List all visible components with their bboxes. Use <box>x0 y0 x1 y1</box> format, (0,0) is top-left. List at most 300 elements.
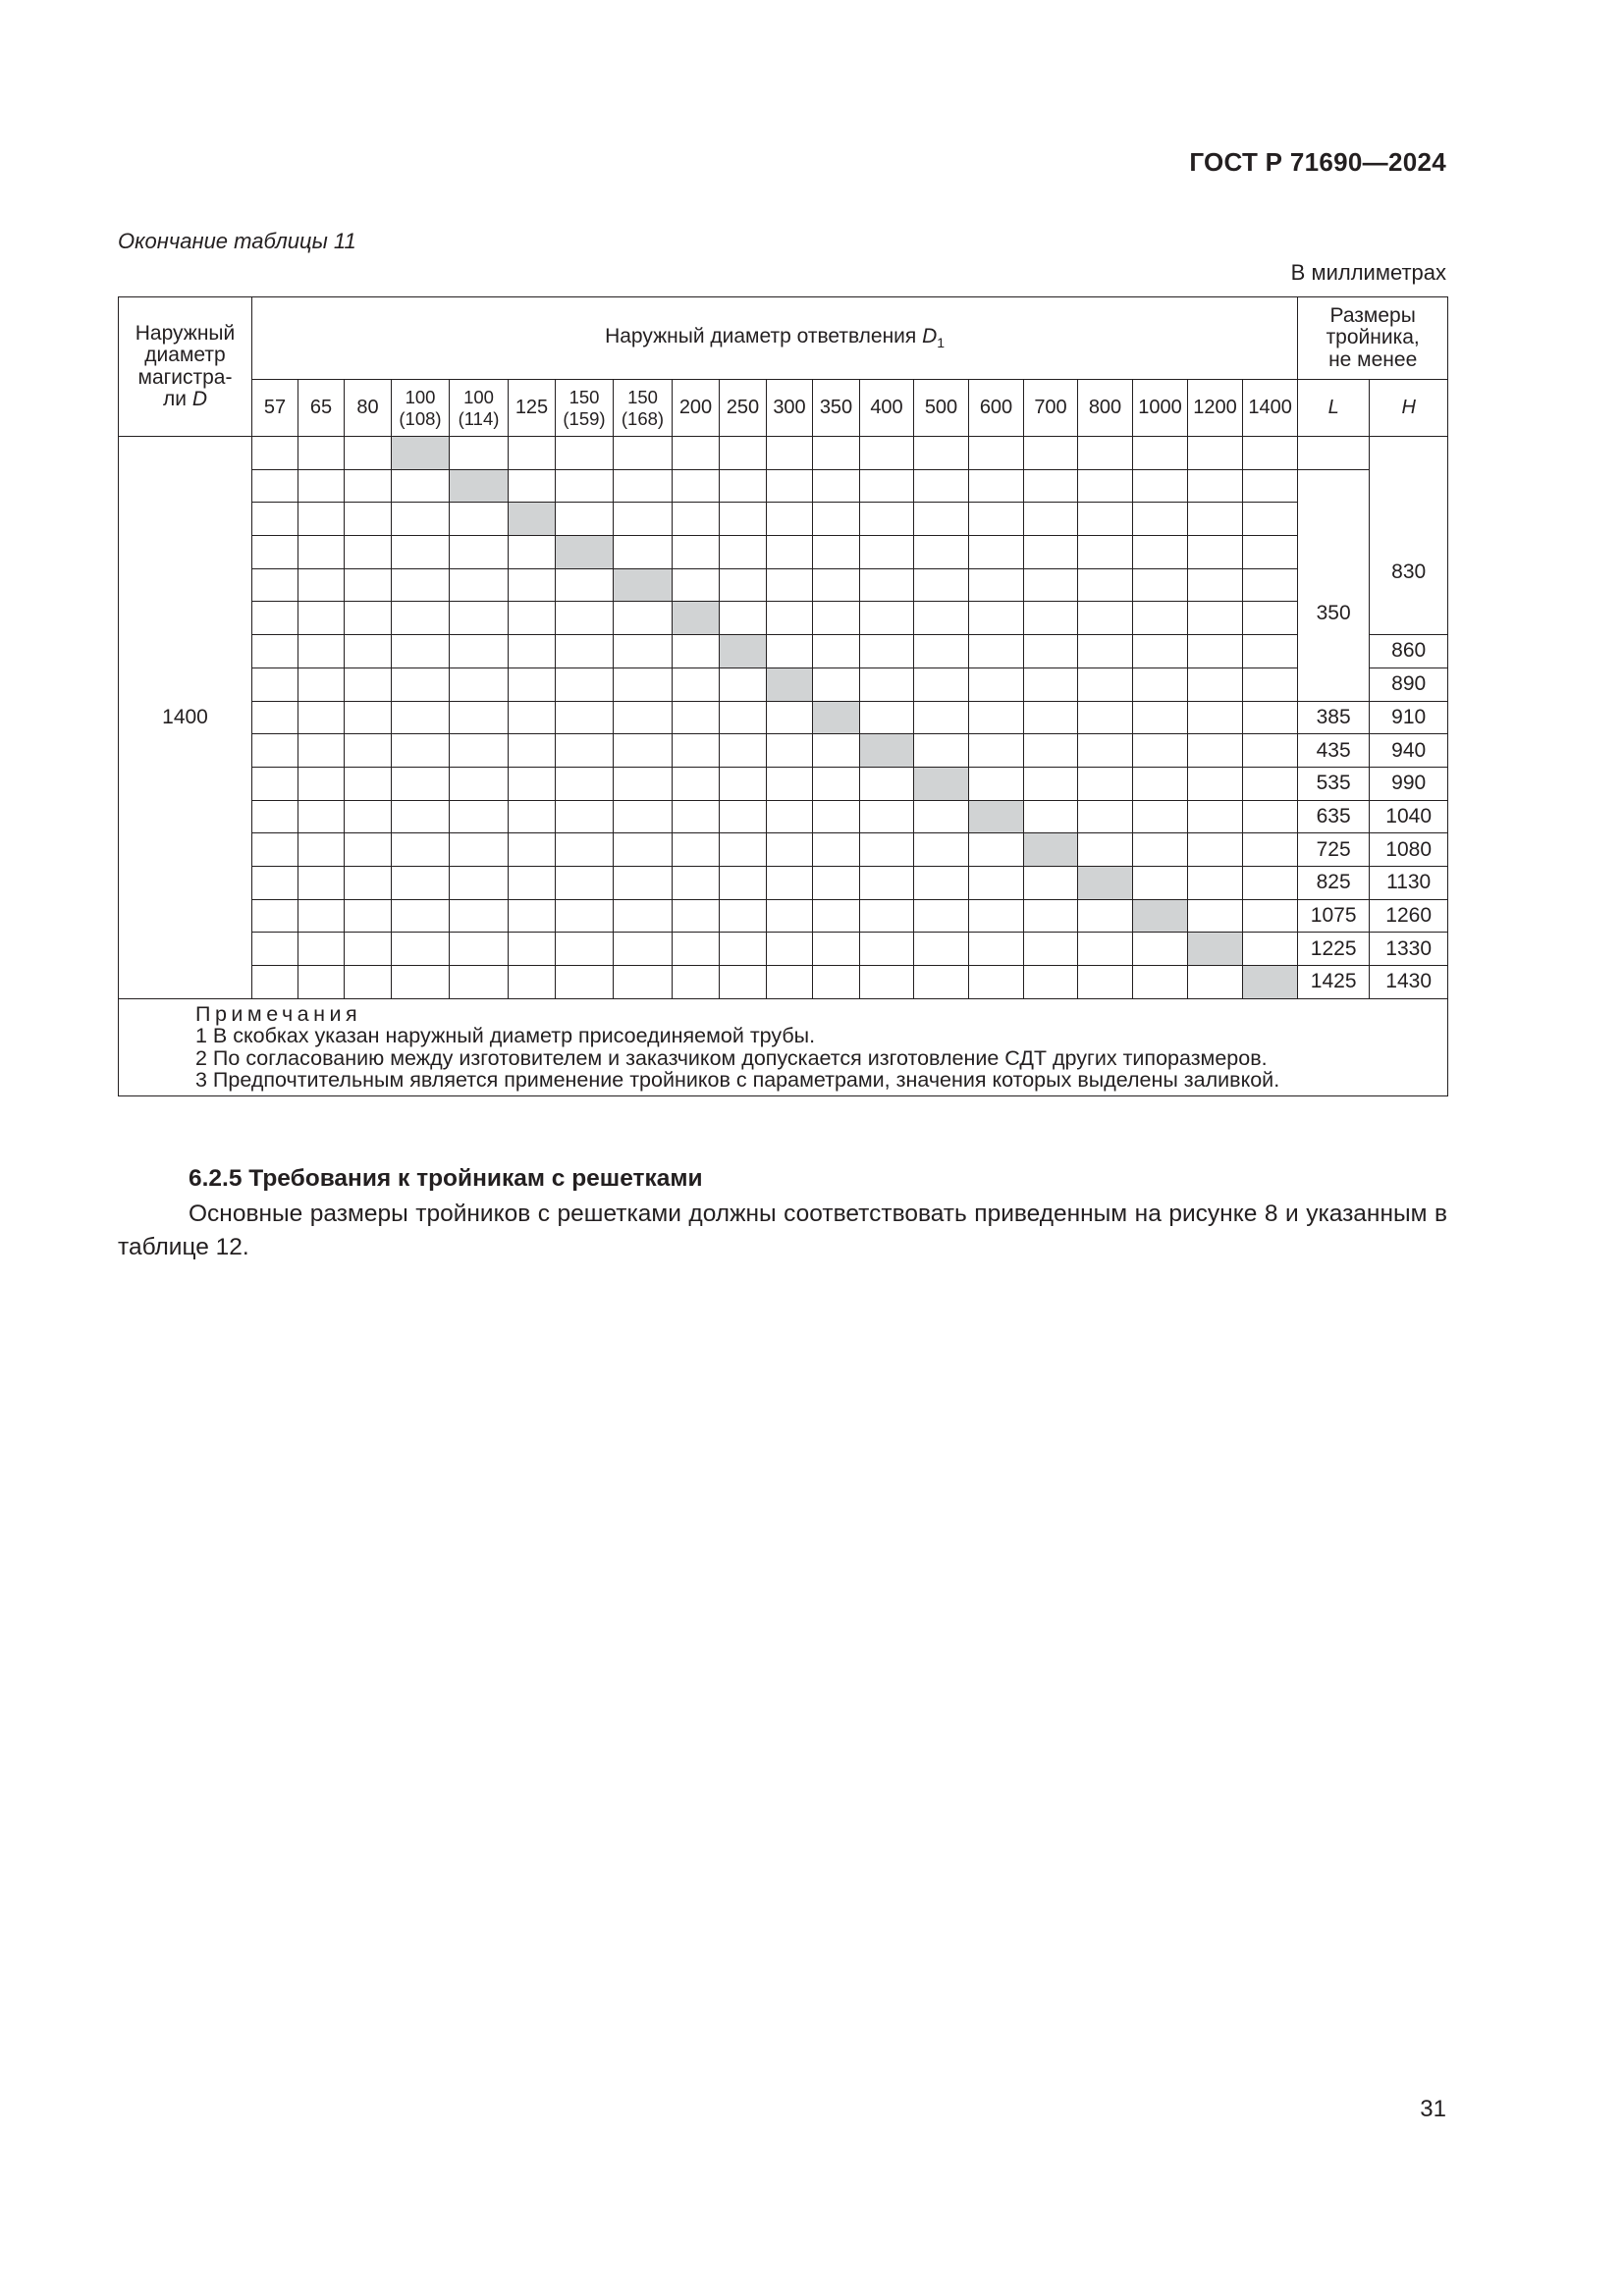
branch-diameter-header: 500 <box>914 380 969 437</box>
table-cell <box>392 800 450 833</box>
table-cell <box>1024 635 1078 668</box>
table-cell <box>1188 734 1243 768</box>
table-cell <box>673 536 720 569</box>
table-cell <box>1078 966 1133 999</box>
branch-diameter-header: 1000 <box>1133 380 1188 437</box>
table-cell <box>1133 833 1188 867</box>
table-cell <box>767 800 813 833</box>
table-cell <box>556 667 614 701</box>
preferred-cell <box>1024 833 1078 867</box>
table-cell <box>1243 536 1298 569</box>
table-cell <box>1078 568 1133 602</box>
table-row <box>119 602 1448 635</box>
table-cell <box>252 734 298 768</box>
preferred-cell <box>450 469 509 503</box>
branch-diameter-header: 1200 <box>1188 380 1243 437</box>
table-cell <box>509 933 556 966</box>
table-cell <box>556 800 614 833</box>
table-cell <box>914 833 969 867</box>
table-cell <box>345 734 392 768</box>
table-cell <box>392 833 450 867</box>
table-cell <box>914 602 969 635</box>
table-cell <box>298 503 345 536</box>
table-cell <box>767 833 813 867</box>
table-cell <box>1078 667 1133 701</box>
table-cell <box>614 800 673 833</box>
table-cell <box>298 734 345 768</box>
branch-diameter-header: 65 <box>298 380 345 437</box>
table-cell <box>392 701 450 734</box>
table-cell <box>1243 503 1298 536</box>
table-cell <box>392 734 450 768</box>
table-cell <box>252 701 298 734</box>
table-cell <box>914 536 969 569</box>
note-item: 2 По согласованию между изготовителем и заказчиком допускается изготовление СДТ других типоразмеров. <box>195 1045 1268 1070</box>
table-cell <box>720 568 767 602</box>
table-caption: Окончание таблицы 11 <box>118 229 356 253</box>
table-cell <box>1243 734 1298 768</box>
table-cell <box>1133 966 1188 999</box>
table-cell <box>813 602 860 635</box>
table-row <box>119 734 1448 768</box>
table-cell <box>1024 767 1078 800</box>
table-cell <box>450 701 509 734</box>
page-number: 31 <box>1420 2096 1446 2122</box>
H-value: 860 <box>1370 635 1448 668</box>
table-cell <box>969 701 1024 734</box>
preferred-cell <box>556 536 614 569</box>
table-cell <box>1078 469 1133 503</box>
section-body: Основные размеры тройников с решетками должны соответствовать приведенным на рисунке 8 и указанным в таблице 12. <box>118 1201 1447 1261</box>
table-cell <box>767 899 813 933</box>
table-cell <box>860 933 914 966</box>
table-cell <box>720 866 767 899</box>
table-cell <box>1078 899 1133 933</box>
table-row <box>119 635 1448 668</box>
table-cell <box>392 933 450 966</box>
branch-diameter-header: 700 <box>1024 380 1078 437</box>
table-cell <box>1188 469 1243 503</box>
table-cell <box>1243 602 1298 635</box>
H-value: 1080 <box>1370 833 1448 867</box>
table-cell <box>252 469 298 503</box>
table-cell <box>298 767 345 800</box>
table-cell <box>450 602 509 635</box>
table-cell <box>673 568 720 602</box>
table-cell <box>1024 866 1078 899</box>
table-row <box>119 568 1448 602</box>
table-cell <box>252 833 298 867</box>
table-cell <box>392 568 450 602</box>
table-cell <box>556 568 614 602</box>
branch-diameter-header: 250 <box>720 380 767 437</box>
table-cell <box>1078 602 1133 635</box>
table-cell <box>252 866 298 899</box>
table-cell <box>1024 503 1078 536</box>
table-cell <box>767 933 813 966</box>
table-cell <box>720 701 767 734</box>
table-cell <box>1188 667 1243 701</box>
table-cell <box>509 966 556 999</box>
table-cell <box>252 536 298 569</box>
table-cell <box>673 437 720 470</box>
preferred-cell <box>813 701 860 734</box>
table-cell <box>450 734 509 768</box>
table-cell <box>860 800 914 833</box>
table-cell <box>969 833 1024 867</box>
table-cell <box>1024 568 1078 602</box>
table-cell <box>860 767 914 800</box>
table-cell <box>509 767 556 800</box>
table-cell <box>914 503 969 536</box>
table-cell <box>556 635 614 668</box>
table-cell <box>614 966 673 999</box>
table-cell <box>673 767 720 800</box>
table-cell <box>1188 701 1243 734</box>
table-row <box>119 767 1448 800</box>
table-cell <box>1024 899 1078 933</box>
table-cell <box>860 899 914 933</box>
table-cell <box>969 536 1024 569</box>
table-cell <box>252 635 298 668</box>
table-cell <box>767 866 813 899</box>
table-cell <box>914 933 969 966</box>
table-cell <box>1024 701 1078 734</box>
table-cell <box>969 602 1024 635</box>
table-cell <box>556 469 614 503</box>
table-cell <box>1243 866 1298 899</box>
table-cell <box>1243 437 1298 470</box>
table-cell <box>813 866 860 899</box>
L-value: 825 <box>1298 866 1370 899</box>
branch-diameter-header: 800 <box>1078 380 1133 437</box>
table-cell <box>1133 635 1188 668</box>
table-cell <box>1024 800 1078 833</box>
H-value: 990 <box>1370 767 1448 800</box>
table-cell <box>1133 667 1188 701</box>
table-cell <box>392 767 450 800</box>
table-cell <box>720 800 767 833</box>
table-cell <box>345 667 392 701</box>
table-cell <box>860 602 914 635</box>
table-cell <box>1024 734 1078 768</box>
table-cell <box>1133 602 1188 635</box>
table-cell <box>720 437 767 470</box>
table-cell <box>298 635 345 668</box>
table-cell <box>969 933 1024 966</box>
table-cell <box>813 536 860 569</box>
L-value: 350 <box>1298 469 1370 701</box>
table-cell <box>767 966 813 999</box>
table-cell <box>345 767 392 800</box>
table-cell <box>969 899 1024 933</box>
table-cell <box>969 503 1024 536</box>
table-cell <box>1024 437 1078 470</box>
preferred-cell <box>969 800 1024 833</box>
branch-diameter-header: 100 (114) <box>450 380 509 437</box>
table-cell <box>1188 602 1243 635</box>
preferred-cell <box>509 503 556 536</box>
table-cell <box>298 966 345 999</box>
table-cell <box>509 734 556 768</box>
table-cell <box>673 469 720 503</box>
table-cell <box>969 767 1024 800</box>
table-cell <box>509 602 556 635</box>
table-cell <box>1024 536 1078 569</box>
table-cell <box>813 568 860 602</box>
table-cell <box>345 437 392 470</box>
table-cell <box>673 933 720 966</box>
table-cell <box>860 701 914 734</box>
preferred-cell <box>1133 899 1188 933</box>
H-value: 910 <box>1370 701 1448 734</box>
table-row <box>119 503 1448 536</box>
table-cell <box>673 966 720 999</box>
preferred-cell <box>673 602 720 635</box>
table-cell <box>1133 469 1188 503</box>
branch-diameter-header: 200 <box>673 380 720 437</box>
table-cell <box>1188 536 1243 569</box>
table-cell <box>556 966 614 999</box>
table-cell <box>813 469 860 503</box>
table-cell <box>392 866 450 899</box>
notes-row <box>119 998 1448 1095</box>
table-cell <box>860 833 914 867</box>
table-cell <box>1078 536 1133 569</box>
table-cell <box>252 437 298 470</box>
table-cell <box>450 933 509 966</box>
table-cell <box>813 667 860 701</box>
table-cell <box>1188 767 1243 800</box>
table-cell <box>860 866 914 899</box>
table-cell <box>767 767 813 800</box>
table-cell <box>1078 701 1133 734</box>
table-cell <box>767 701 813 734</box>
table-cell <box>673 833 720 867</box>
table-cell <box>252 933 298 966</box>
table-cell <box>720 767 767 800</box>
table-cell <box>1078 767 1133 800</box>
table-cell <box>509 536 556 569</box>
table-cell <box>1078 503 1133 536</box>
table-cell <box>813 899 860 933</box>
table-cell <box>392 966 450 999</box>
table-cell <box>969 734 1024 768</box>
table-cell <box>1188 568 1243 602</box>
H-value: 890 <box>1370 667 1448 701</box>
table-cell <box>1133 701 1188 734</box>
table-cell <box>556 602 614 635</box>
L-value: 535 <box>1298 767 1370 800</box>
table-cell <box>969 568 1024 602</box>
table-cell <box>720 734 767 768</box>
table-cell <box>673 734 720 768</box>
table-row <box>119 800 1448 833</box>
table-cell <box>969 966 1024 999</box>
branch-diameter-header: 80 <box>345 380 392 437</box>
table-row <box>119 833 1448 867</box>
table-row <box>119 866 1448 899</box>
table-row <box>119 437 1448 470</box>
table-row <box>119 966 1448 999</box>
table-cell <box>1024 469 1078 503</box>
table-cell <box>673 701 720 734</box>
table-cell <box>1024 966 1078 999</box>
preferred-cell <box>614 568 673 602</box>
table-cell <box>860 667 914 701</box>
table-row <box>119 933 1448 966</box>
table-cell <box>1188 833 1243 867</box>
table-cell <box>1024 602 1078 635</box>
table-cell <box>767 568 813 602</box>
table-cell <box>509 469 556 503</box>
table-cell <box>392 602 450 635</box>
table-cell <box>450 966 509 999</box>
table-cell <box>1078 800 1133 833</box>
table-cell <box>969 667 1024 701</box>
branch-diameter-header: 57 <box>252 380 298 437</box>
table-cell <box>1133 800 1188 833</box>
table-cell <box>614 536 673 569</box>
table-cell <box>392 667 450 701</box>
table-cell <box>720 602 767 635</box>
table-cell <box>914 866 969 899</box>
L-value: 1225 <box>1298 933 1370 966</box>
header-tee-sizes: Размеры тройника, не менее <box>1298 297 1448 380</box>
table-cell <box>614 701 673 734</box>
table-cell <box>252 767 298 800</box>
table-cell <box>614 734 673 768</box>
table-cell <box>813 767 860 800</box>
table-cell <box>556 437 614 470</box>
table-row <box>119 536 1448 569</box>
table-cell <box>614 833 673 867</box>
table-cell <box>298 866 345 899</box>
table-cell <box>450 568 509 602</box>
table-cell <box>614 437 673 470</box>
table-cell <box>767 635 813 668</box>
table-cell <box>392 899 450 933</box>
branch-diameter-header: 150 (159) <box>556 380 614 437</box>
table-cell <box>1024 667 1078 701</box>
table-cell <box>345 469 392 503</box>
table-cell <box>298 701 345 734</box>
table-cell <box>1078 734 1133 768</box>
table-row <box>119 469 1448 503</box>
table-cell <box>914 966 969 999</box>
table-cell <box>914 701 969 734</box>
preferred-cell <box>1243 966 1298 999</box>
table-cell <box>509 701 556 734</box>
table-cell <box>860 503 914 536</box>
table-cell <box>813 833 860 867</box>
table-cell <box>298 667 345 701</box>
table-cell <box>720 899 767 933</box>
table-cell <box>1188 866 1243 899</box>
table-cell <box>767 437 813 470</box>
table-cell <box>556 767 614 800</box>
table-cell <box>767 469 813 503</box>
H-value: 940 <box>1370 734 1448 768</box>
table-cell <box>969 635 1024 668</box>
table-cell <box>860 568 914 602</box>
table-cell <box>860 536 914 569</box>
branch-diameter-header: 400 <box>860 380 914 437</box>
table-cell <box>556 933 614 966</box>
table-cell <box>345 899 392 933</box>
table-cell <box>298 568 345 602</box>
table-cell <box>1243 635 1298 668</box>
table-cell <box>252 899 298 933</box>
table-cell <box>860 966 914 999</box>
table-cell <box>450 866 509 899</box>
table-cell <box>556 701 614 734</box>
table-cell <box>450 899 509 933</box>
table-cell <box>298 833 345 867</box>
table-cell <box>1078 833 1133 867</box>
L-value: 1425 <box>1298 966 1370 999</box>
table-notes <box>119 998 1448 1095</box>
table-units: В миллиметрах <box>1290 260 1446 285</box>
H-value: 830 <box>1370 437 1448 635</box>
table-cell <box>1078 933 1133 966</box>
table-cell <box>509 437 556 470</box>
table-cell <box>813 503 860 536</box>
table-cell <box>345 966 392 999</box>
table-cell <box>556 734 614 768</box>
branch-diameter-header: 100 (108) <box>392 380 450 437</box>
preferred-cell <box>1078 866 1133 899</box>
table-cell <box>392 536 450 569</box>
table-cell <box>556 503 614 536</box>
table-cell <box>298 469 345 503</box>
table-cell <box>509 568 556 602</box>
table-cell <box>813 734 860 768</box>
table-cell <box>1133 767 1188 800</box>
table-cell <box>1243 899 1298 933</box>
table-cell <box>1133 933 1188 966</box>
H-value: 1260 <box>1370 899 1448 933</box>
table-cell <box>914 800 969 833</box>
table-cell <box>767 536 813 569</box>
table-cell <box>1243 701 1298 734</box>
header-branch-diameter: Наружный диаметр ответвления $D_1$ <box>252 297 1298 380</box>
L-value: 725 <box>1298 833 1370 867</box>
table-cell <box>614 602 673 635</box>
table-cell <box>450 437 509 470</box>
table-cell <box>860 635 914 668</box>
table-cell <box>345 866 392 899</box>
table-cell <box>720 667 767 701</box>
table-cell <box>298 899 345 933</box>
table-cell <box>298 933 345 966</box>
table-cell <box>509 899 556 933</box>
table-cell <box>509 866 556 899</box>
preferred-cell <box>720 635 767 668</box>
standard-code: ГОСТ Р 71690—2024 <box>1189 147 1446 177</box>
branch-diameter-header: 350 <box>813 380 860 437</box>
branch-diameter-header: 600 <box>969 380 1024 437</box>
table-cell <box>720 503 767 536</box>
table-cell <box>450 800 509 833</box>
table-cell <box>969 469 1024 503</box>
table-cell <box>1133 503 1188 536</box>
table-cell <box>1188 966 1243 999</box>
table-cell <box>252 503 298 536</box>
table-cell <box>1133 866 1188 899</box>
table-cell <box>914 667 969 701</box>
table-cell <box>252 602 298 635</box>
